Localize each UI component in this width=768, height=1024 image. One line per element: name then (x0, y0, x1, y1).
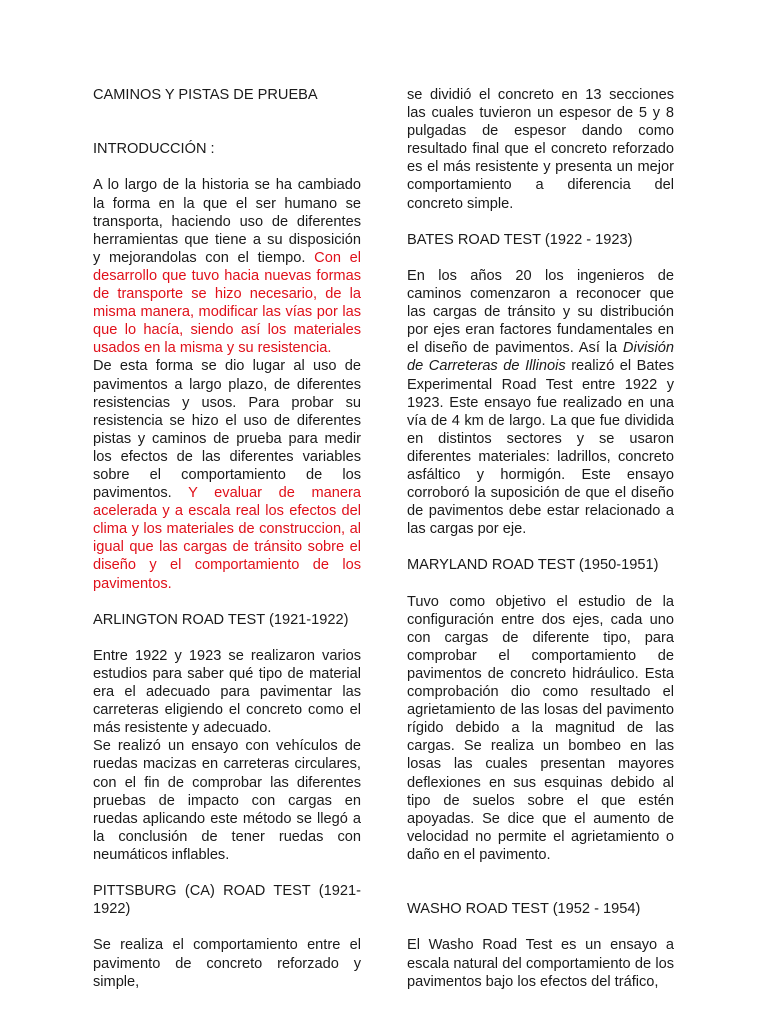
washo-heading: WASHO ROAD TEST (1952 - 1954) (407, 901, 641, 918)
bates-italic-text: División de Carreteras de Illinois (407, 340, 674, 375)
arlington-paragraph-1: Entre 1922 y 1923 se realizaron varios estudios para saber qué tipo de material era el adecuado para pavimentar las carreteras eligiendo el concreto como el más resistente y adecuado. (93, 647, 361, 737)
maryland-paragraph: Tuvo como objetivo el estudio de la configuración entre dos ejes, cada uno con cargas de diferente tipo, para comprobar el comportamiento de pavimentos de concreto hidráulico. Esta comprobación dio como resultado el agrietamiento de las losas del pavimento rígido debido a la magnitud de las cargas. Se realiza un bombeo en las losas las cuales presentan mayores deflexiones en sus esquinas debido al tipo de suelos sobre el que estén apoyadas. Se dice que el aumento de velocidad no permite el agrietamiento o daño en el pavimento. (407, 593, 674, 863)
bates-heading: BATES ROAD TEST (1922 - 1923) (407, 231, 633, 248)
pittsburg-paragraph: Se realiza el comportamiento entre el pavimento de concreto reforzado y simple, (93, 937, 361, 990)
intro-red-text-1: Con el desarrollo que tuvo hacia nuevas formas de transporte se hizo necesario, de la misma manera, modificar las vías por las que lo hacía, siendo así los materiales usados en la misma y su resistencia. (93, 249, 362, 357)
pittsburg-continuation: se dividió el concreto en 13 secciones las cuales tuvieron un espesor de 5 y 8 pulgadas de espesor dando como resultado final que el concreto reforzado es el más resistente y presenta un mejor comportamiento a diferencia del concreto simple. (407, 87, 674, 212)
washo-paragraph: El Washo Road Test es un ensayo a escala natural del comportamiento de los pavimentos bajo los efectos del tráfico, (407, 937, 674, 990)
bates-text-b: realizó el Bates Experimental Road Test entre 1922 y 1923. Este ensayo fue realizado en una vía de 4 km de largo. La que fue dividida en distintos sectores y se usaron diferentes materiales: ladrillos, concreto asfáltico y hormigón. Este ensayo corroboró la suposición de que el diseño de pavimentos debe estar relacionado a las cargas por eje. (407, 358, 674, 538)
left-column (93, 86, 361, 991)
pittsburg-heading: PITTSBURG (CA) ROAD TEST (1921-1922) (93, 883, 361, 918)
bates-paragraph (407, 267, 674, 538)
bates-text-a: En los años 20 los ingenieros de caminos comenzaron a reconocer que las cargas de tránsito y su distribución por ejes eran factores fundamentales en el diseño de pavimentos. Así la (407, 267, 674, 357)
arlington-heading: ARLINGTON ROAD TEST (1921-1922) (93, 611, 349, 628)
document-title: CAMINOS Y PISTAS DE PRUEBA (93, 87, 318, 103)
right-column (407, 86, 674, 991)
intro-paragraph-1 (93, 176, 361, 357)
arlington-paragraph-2: Se realizó un ensayo con vehículos de ruedas macizas en carreteras circulares, con el fin de comprobar las diferentes pruebas de impacto con cargas en ruedas aplicando este método se llegó a la conclusión de tener ruedas con neumáticos inflables. (93, 738, 361, 863)
maryland-heading: MARYLAND ROAD TEST (1950-1951) (407, 557, 659, 574)
intro-paragraph-2 (93, 357, 361, 592)
intro-text-2: De esta forma se dio lugar al uso de pavimentos a largo plazo, de diferentes resistencias y usos. Para probar su resistencia se hizo el uso de diferentes pistas y caminos de prueba para medir los efectos de las diferentes variables sobre el comportamiento de los pavimentos. (93, 358, 361, 502)
intro-heading: INTRODUCCIÓN : (93, 141, 215, 158)
intro-text-1: A lo largo de la historia se ha cambiado la forma en la que el ser humano se transporta, haciendo uso de diferentes herramientas que tiene a su disposición y mejorandolas con el tiempo. (93, 177, 361, 266)
intro-red-text-2: Y evaluar de manera acelerada y a escala real los efectos del clima y los materiales de construccion, al igual que las cargas de tránsito sobre el diseño y el comportamiento de los pavimentos. (93, 485, 361, 592)
